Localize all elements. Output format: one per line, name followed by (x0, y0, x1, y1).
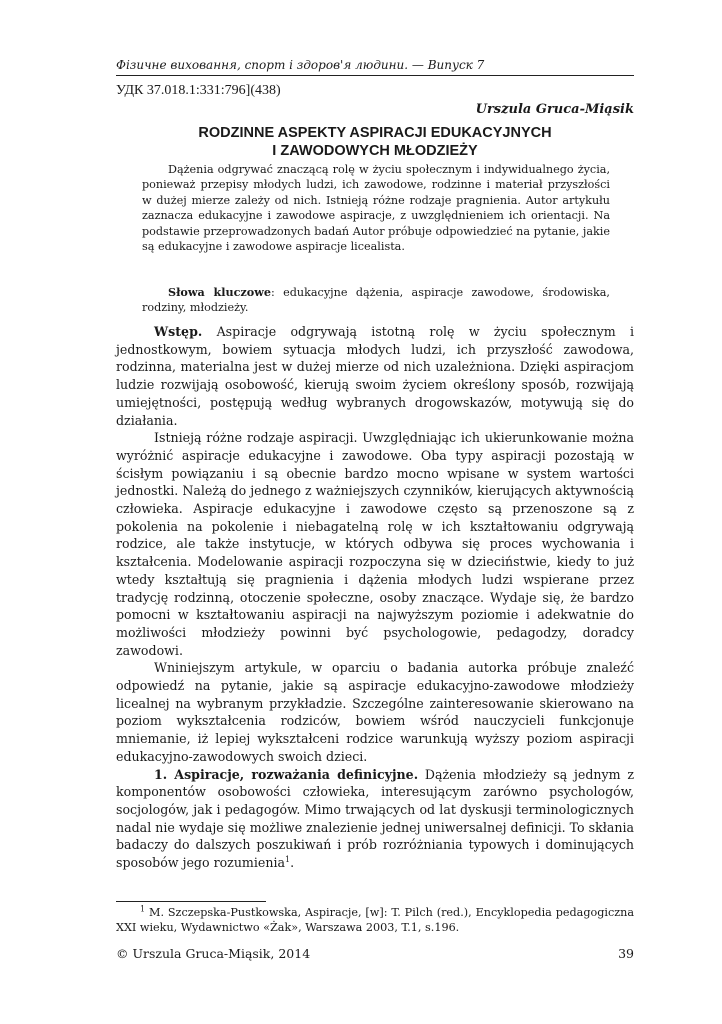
article-body (116, 323, 634, 872)
abstract: Dążenia odgrywać znaczącą rolę w życiu społecznym i indywidualnego życia, ponieważ przepisy młodych ludzi, ich zawodowe, rodzinne i materiał przyszłości w dużej mierze zależy od nich. Istnieją różne rodzaje pragnienia. Autor artykułu zaznacza edukacyjne i zawodowe aspiracje, z uwzględnieniem ich orientacji. Na podstawie przeprowadzonych badań Autor próbuje odpowiedzieć na pytanie, jakie są edukacyjne i zawodowe aspiracje licealista. (142, 163, 610, 254)
keywords-label: Słowa kluczowe (168, 285, 271, 299)
udk-code: УДК 37.018.1:331:796](438) (116, 83, 281, 98)
keywords (142, 285, 610, 316)
paragraph-2: Istnieją różne rodzaje aspiracji. Uwzględniając ich ukierunkowanie można wyróżnić aspiracje edukacyjne i zawodowe. Oba typy aspiracji pozostają w ścisłym powiązaniu i są obecnie bardzo mocno wpisane w system wartości jednostki. Należą do jednego z ważniejszych czynników, kierujących aktywnością człowieka. Aspiracje edukacyjne i zawodowe często są przenoszone są z pokolenia na pokolenie i niebagatelną rolę w ich kształtowaniu odgrywają rodzice, ale także instytucje, w których odbywa się proces wychowania i kształcenia. Modelowanie aspiracji rozpoczyna się w dzieciństwie, kiedy to już wtedy kształtują się pragnienia i dążenia młodych ludzi wspierane przez tradycję rodzinną, otoczenie społeczne, osoby znaczące. Wydaje się, że bardzo pomocni w kształtowaniu aspiracji na najwyższym poziomie i adekwatnie do możliwości młodzieży powinni być psychologowie, pedagodzy, doradcy zawodowi. (116, 430, 634, 658)
running-header: Фізичне виховання, спорт і здоров'я людини. — Випуск 7 (116, 58, 634, 76)
intro-heading: Wstęp. (154, 324, 203, 339)
paragraph-3: Wniniejszym artykule, w oparciu o badania autorka próbuje znaleźć odpowiedź na pytanie, jakie są aspiracje edukacyjno-zawodowe młodzieży licealnej na wybranym przykładzie. Szczególne zainteresowanie skierowano na poziom wykształcenia rodziców, bowiem wśród nauczycieli funkcjonuje mniemanie, iż lepiej wykształceni rodzice warunkują wyższy poziom aspiracji edukacyjno-zawodowych swoich dzieci. (116, 660, 634, 764)
paragraph-section-1 (116, 766, 634, 872)
paragraph-intro (116, 323, 634, 429)
footnote-reference[interactable]: 1 (285, 854, 291, 864)
section-1-end: . (290, 855, 295, 871)
title-line-1: RODZINNE ASPEKTY ASPIRACJI EDUKACYJNYCH (198, 125, 552, 141)
footnote-divider (116, 901, 266, 902)
section-1-text: Dążenia młodzieży są jednym z komponentów osobowości człowieka, interesującym zarówno psychologów, socjologów, jak i pedagogów. Mimo trwających od lat dyskusji terminologicznych nadal nie wydaje się możliwe znalezienie jednej uniwersalnej definicji. To skłania badaczy do dalszych poszukiwań i prób rozróżniania typowych i dominujących sposobów jego rozumienia (116, 766, 634, 871)
keywords-text: : edukacyjne dążenia, aspiracje zawodowe, środowiska, rodziny, młodzieży. (142, 286, 610, 315)
page-number: 39 (618, 946, 634, 961)
intro-text: Aspiracje odgrywają istotną rolę w życiu społecznym i jednostkowym, bowiem sytuacja młodych ludzi, ich przyszłość zawodowa, rodzinna, materialna jest w dużej mierze od nich uzależniona. Dzięki aspiracjom ludzie rozwijają osobowość, kierują swoim życiem określony sposób, rozwijają umiejętności, postępują według wybranych drogowskazów, motywują się do działania. (116, 324, 634, 428)
footnote-text: M. Szczepska-Pustkowska, Aspiracje, [w]: T. Pilch (red.), Encyklopedia pedagogiczna XXI wieku, Wydawnictwo «Żak», Warszawa 2003, T.1, s.196. (116, 906, 634, 934)
footnote-mark: 1 (140, 904, 146, 914)
copyright-notice: © Urszula Gruca-Miąsik, 2014 (116, 946, 311, 961)
footnote (116, 905, 634, 935)
author-name: Urszula Gruca-Miąsik (475, 102, 634, 117)
section-1-heading: 1. Aspiracje, rozważania definicyjne. (154, 766, 419, 782)
article-title (116, 124, 634, 160)
title-line-2: I ZAWODOWYCH MŁODZIEŻY (272, 143, 478, 159)
